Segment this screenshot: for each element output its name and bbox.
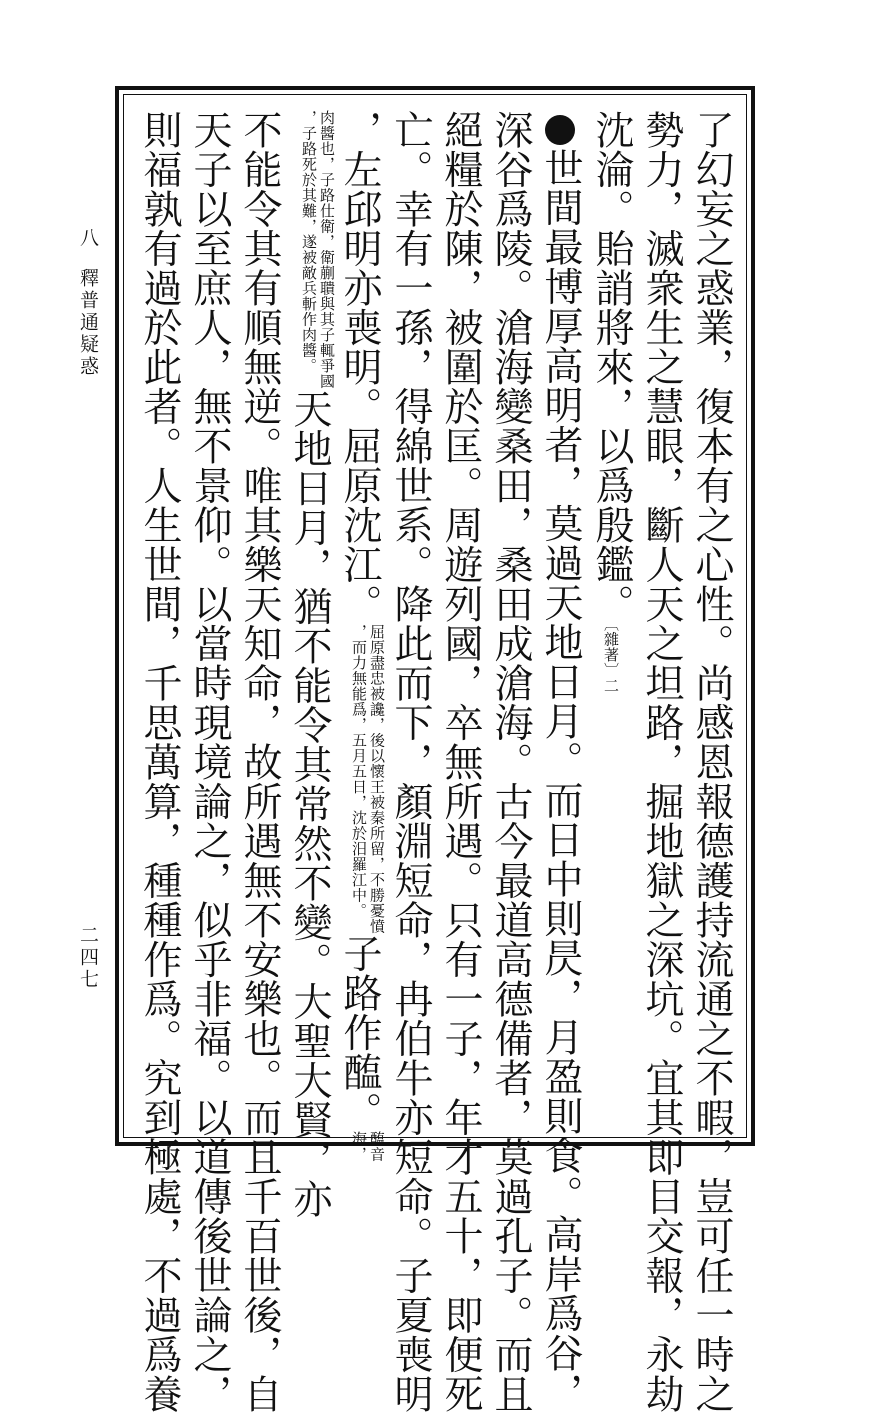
chapter-number: 八: [77, 228, 99, 250]
annotation-zilu-line-2: ，子路死於其難，遂被敵兵斬作肉醬。: [300, 110, 318, 374]
inline-annotation-zilu: [300, 110, 336, 389]
annotation-hai-line-2: 海，: [350, 1131, 368, 1162]
text-column-4: [538, 112, 583, 1412]
column-3-text: 沈淪。貽誚將來，以爲殷鑑。: [589, 110, 634, 624]
column-9-text: 天地日月，猶不能令其常然不變。大聖大賢，亦: [287, 389, 332, 1219]
text-column-5: 深谷爲陵。滄海變桑田，桑田成滄海。古今最道高德備者，莫過孔子。而且: [488, 110, 533, 1414]
text-column-3: [589, 110, 634, 694]
text-column-10: 不能令其有順無逆。唯其樂天知命，故所遇無不安樂也。而且千百世後，自: [237, 110, 282, 1414]
annotation-line-1: 屈原盡忠被讒，後以懷王被秦所留，不勝憂憤: [368, 623, 386, 934]
text-column-7: 亡。幸有一孫，得綿世系。降此而下，顏淵短命，冉伯牛亦短命。子夏喪明: [388, 110, 433, 1414]
text-column-12: 則福孰有過於此者。人生世間，千思萬算，種種作爲。究到極處，不過爲養: [137, 110, 182, 1414]
text-column-8: [337, 110, 386, 1162]
text-column-9: [287, 110, 336, 1219]
text-column-1: 了幻妄之惑業，復本有之心性。尚感恩報德護持流通之不暇，豈可任一時之: [689, 110, 734, 1414]
column-4-text: 世間最博厚高明者，莫過天地日月。而日中則昃，月盈則食。高岸爲谷，: [538, 148, 583, 1412]
annotation-line-2: ，而力無能爲，五月五日，沈於汨羅江中。: [350, 623, 368, 918]
inline-annotation-hai: [350, 1131, 386, 1162]
book-title: 釋普通疑惑: [77, 268, 99, 378]
column-8-text: ，左邱明亦喪明。屈原沈江。: [337, 110, 382, 624]
column-8-text-after: 子路作醢。: [337, 933, 382, 1131]
text-column-6: 絕糧於陳，被圍於匡。周遊列國，卒無所遇。只有一子，年才五十，即便死: [438, 110, 483, 1414]
annotation-zilu-line-1: 肉醬也，子路仕衛，衛蒯聵與其子輒爭國: [318, 110, 336, 389]
text-column-11: 天子以至庶人，無不景仰。以當時現境論之，似乎非福。以道傳後世論之，: [187, 110, 232, 1414]
text-column-2: 勢力，滅衆生之慧眼，斷人天之坦路，掘地獄之深坑。宜其即目交報，永劫: [639, 110, 684, 1414]
page-number: 二四七: [77, 925, 99, 991]
bullet-dot-icon: [545, 115, 575, 145]
annotation-hai-line-1: 醢音: [368, 1131, 386, 1162]
inline-annotation-quyuan: [350, 624, 386, 934]
source-reference: 〔雜著〕二: [602, 623, 620, 694]
